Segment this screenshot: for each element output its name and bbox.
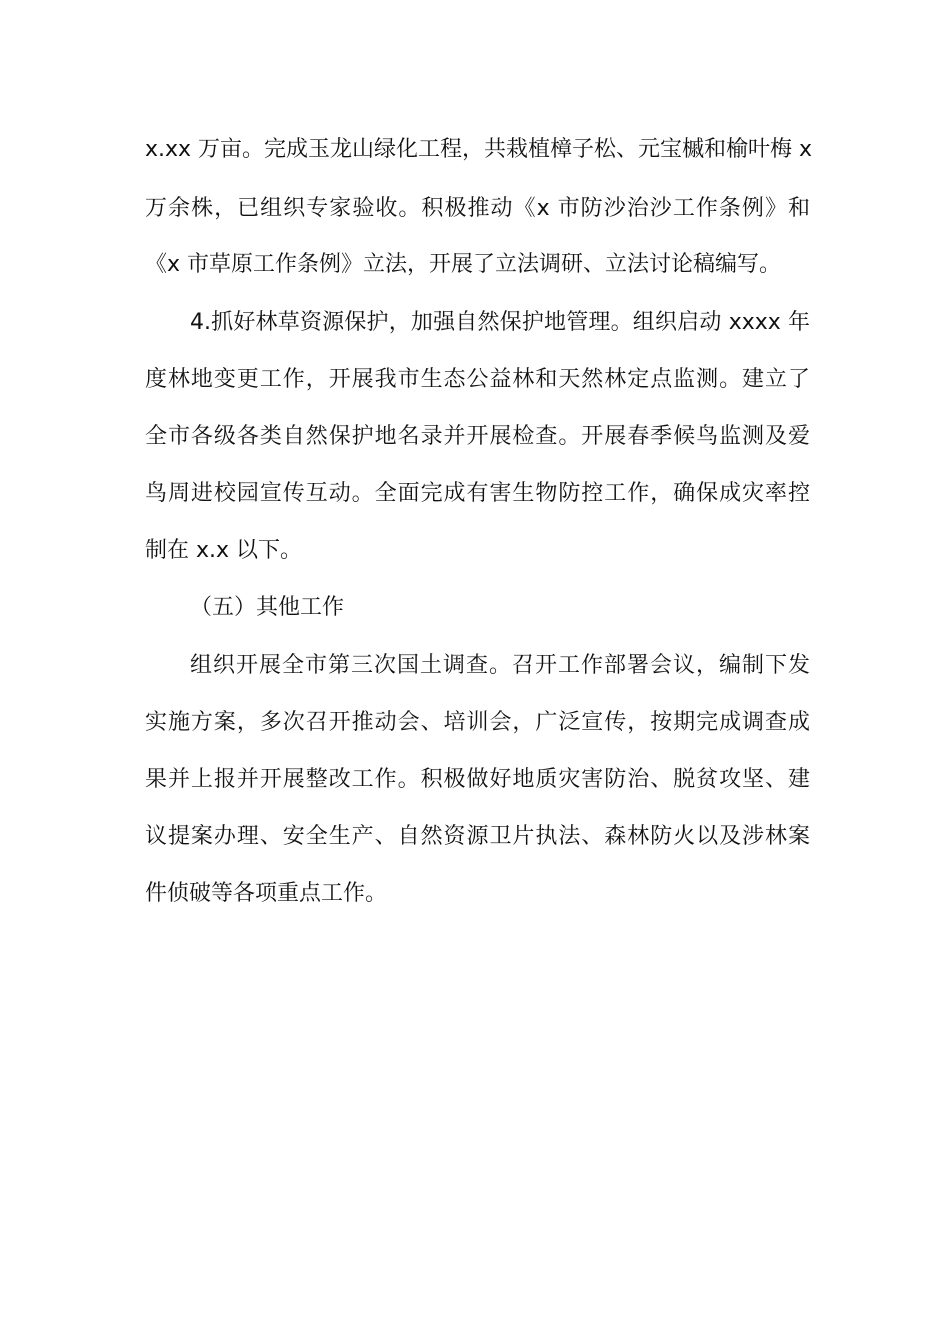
- paragraph-2-line-5: 制在 x.x 以下。: [145, 538, 303, 563]
- paragraph-1-line-2: 万余株，已组织专家验收。积极推动《x 市防沙治沙工作条例》和: [145, 196, 810, 221]
- paragraph-3-line-2: 实施方案，多次召开推动会、培训会，广泛宣传，按期完成调查成: [145, 710, 810, 735]
- paragraph-2-line-4: 鸟周进校园宣传互动。全面完成有害生物防控工作，确保成灾率控: [145, 481, 810, 506]
- paragraph-3-line-3: 果并上报并开展整改工作。积极做好地质灾害防治、脱贫攻坚、建: [145, 767, 810, 792]
- paragraph-3-line-5: 件侦破等各项重点工作。: [145, 881, 388, 906]
- paragraph-2-line-3: 全市各级各类自然保护地名录并开展检查。开展春季候鸟监测及爱: [145, 424, 810, 449]
- section-heading: （五）其他工作: [190, 595, 345, 620]
- paragraph-1-line-3: 《x 市草原工作条例》立法，开展了立法调研、立法讨论稿编写。: [145, 252, 782, 277]
- paragraph-2-line-2: 度林地变更工作，开展我市生态公益林和天然林定点监测。建立了: [145, 367, 810, 392]
- paragraph-1-line-1: x.xx 万亩。完成玉龙山绿化工程，共栽植樟子松、元宝槭和榆叶梅 x: [145, 137, 813, 162]
- paragraph-3-line-1: 组织开展全市第三次国土调查。召开工作部署会议，编制下发: [190, 653, 810, 678]
- paragraph-3-line-4: 议提案办理、安全生产、自然资源卫片执法、森林防火以及涉林案: [145, 824, 810, 849]
- paragraph-2-line-1: 4.抓好林草资源保护，加强自然保护地管理。组织启动 xxxx 年: [190, 310, 810, 335]
